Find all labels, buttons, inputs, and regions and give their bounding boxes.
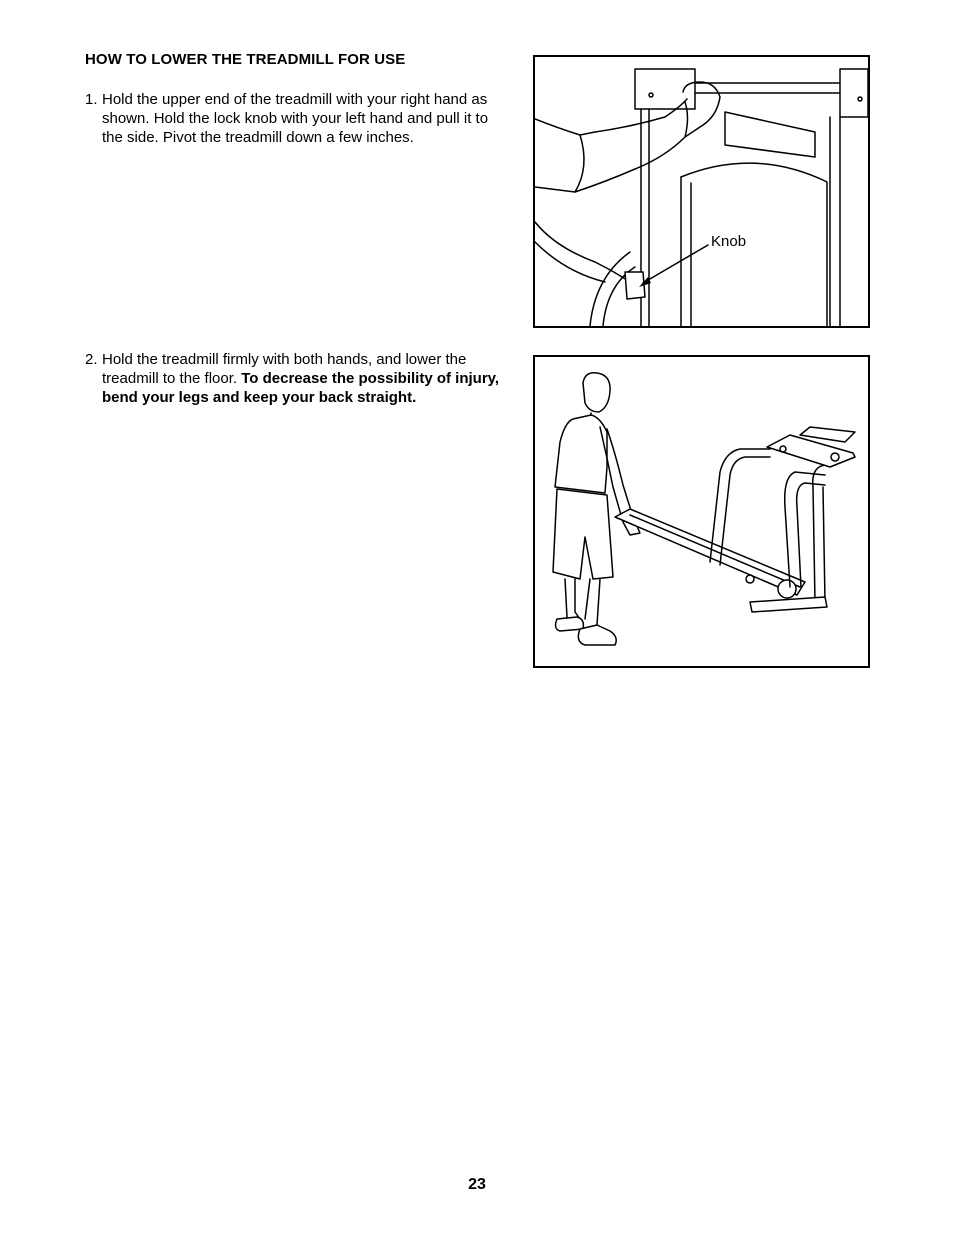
instruction-step-2 — [85, 350, 510, 407]
figure-lowering-treadmill — [533, 355, 870, 668]
section-heading: HOW TO LOWER THE TREADMILL FOR USE — [85, 51, 406, 68]
knob-callout-label: Knob — [711, 233, 747, 250]
step-body: Hold the treadmill firmly with both hands, and lower the treadmill to the floor. — [102, 351, 467, 387]
step-text — [102, 90, 510, 147]
illustration-person-lowering-treadmill — [535, 357, 868, 666]
illustration-hand-pulling-knob — [535, 57, 868, 326]
step-text — [102, 350, 510, 407]
page-number: 23 — [468, 1176, 486, 1193]
step-number: 2. — [85, 351, 98, 368]
step-body: Hold the upper end of the treadmill with your right hand as shown. Hold the lock knob with your left hand and pull it to the side. Pivot the treadmill down a few inches. — [102, 91, 489, 146]
figure-unlock-knob — [533, 55, 870, 328]
safety-warning: To decrease the possibility of injury, bend your legs and keep your back straight. — [102, 370, 500, 406]
instruction-step-1 — [85, 90, 510, 147]
step-number: 1. — [85, 91, 98, 108]
